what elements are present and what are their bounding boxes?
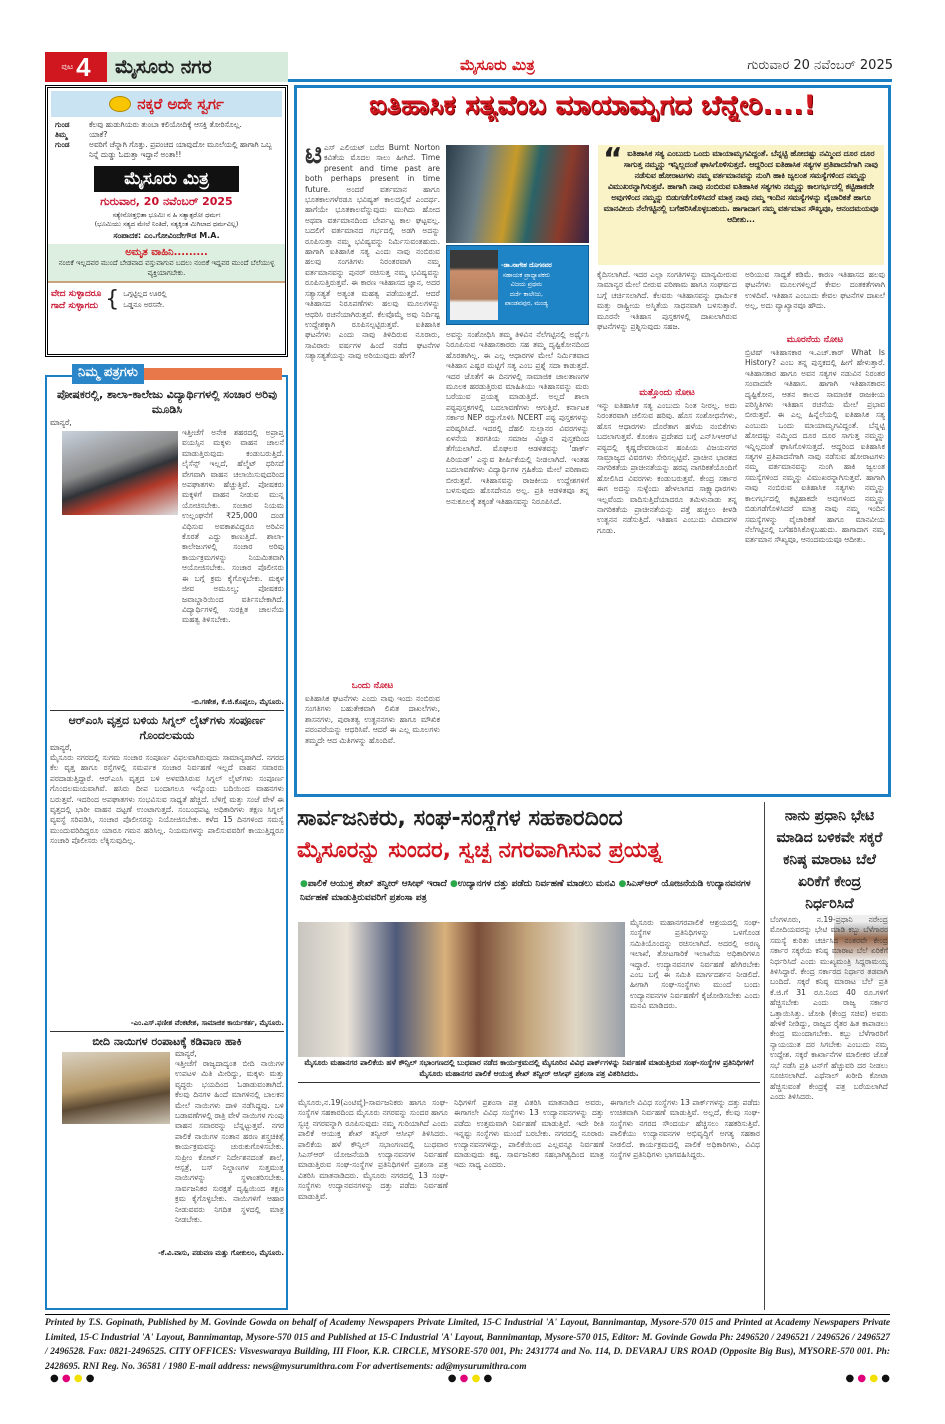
amrutha-text: ನಂಬಿಕೆ ಇಲ್ಲದವರ ಮುಂದೆ ಬೇಡವಾದ ವಸ್ತುವಾಗುವ ಬದಲು ನಂಬಿಕೆ ಇದ್ದವರ ಮುಂದೆ ಬೆಲೆಯುಳ್ಳ ವ್ಯಕ್ತಿಯಾಗಬೇಕು. bbox=[58, 259, 275, 277]
section-header bbox=[45, 52, 288, 82]
quote-text: ಐತಿಹಾಸಿಕ ಸತ್ಯ ಎಂಬುದು ಒಂದು ಮಾಯಾಮೃಗವಿದ್ದಂತೆ. ಬೆನ್ನಟ್ಟಿ ಹೋದಷ್ಟು ನಮ್ಮಿಂದ ದೂರ ದೂರ ಸಾಗುತ್ತ ನಮ್ಮನ್ನು ಇನ್ನಿಲ್ಲದಂತೆ ಘಾಸಿಗೊಳಿಸುತ್ತದೆ. ಆದ್ದರಿಂದ ಐತಿಹಾಸಿಕ ಸತ್ಯಗಳ ಪ್ರತಿಪಾದನೆಗಾಗಿ ನಾವು ನಡೆಸುವ ಹೋರಾಟಗಳು ನಮ್ಮ ವರ್ತಮಾನವನ್ನು ನುಂಗಿ ಹಾಕಿ ಜ್ವಲಂತ ಸಮಸ್ಯೆಗಳಿಂದ ನಮ್ಮನ್ನು ವಿಮುಖರನ್ನಾಗಿಸುತ್ತವೆ. ಹಾಗಾಗಿ ನಾವು ನಂಬಿರುವ ಐತಿಹಾಸಿಕ ಸತ್ಯಗಳು ನಮ್ಮನ್ನು ಕಾಲಗರ್ಭದಲ್ಲಿ ಕಟ್ಟಿಹಾಕದೇ ಅವುಗಳಿಂದ ನಮ್ಮನ್ನು ಬಿಡುಗಡೆಗೊಳಿಸಿದರೆ ಮಾತ್ರ ನಾವು ನಮ್ಮ ಇಂದಿನ ಸಮಸ್ಯೆಗಳನ್ನು ವೈಚಾರಿಕತೆ ಹಾಗೂ ಮಾನವೀಯ ನೆಲೆಗಟ್ಟಿನಲ್ಲಿ ಬಗೆಹರಿಸಿಕೊಳ್ಳಬಹುದು. ಹಾಗಾದಾಗ ನಮ್ಮ ವರ್ತಮಾನ ಸೌಖ್ಯವೂ, ಆನಂದಮಯವೂ ಆದೀತು... bbox=[603, 149, 879, 224]
letter-photo bbox=[62, 431, 178, 515]
laughing-face-icon bbox=[109, 96, 131, 112]
city-headline-2: ಮೈಸೂರನ್ನು ಸುಂದರ, ಸ್ವಚ್ಛ ನಗರವಾಗಿಸುವ ಪ್ರಯತ್ನ bbox=[297, 838, 663, 863]
column-divider bbox=[764, 802, 765, 1310]
amrutha-title: ಅಮೃತ ವಾಹಿನಿ......... bbox=[125, 247, 208, 258]
proverb-right: ಒಗ್ಗಟ್ಟಿಲ್ಲದ ಊರಲ್ಲಿ bbox=[123, 289, 167, 298]
letters-tab bbox=[72, 364, 282, 384]
amrutha-box bbox=[48, 244, 285, 283]
header-date: ಗುರುವಾರ 20 ನವೆಂಬರ್ 2025 bbox=[747, 58, 893, 73]
line: ಕೆಲವು ಹುಡುಗಿಯರು ತುಂಬಾ ಕಲಿಯೋದಿಕ್ಕೆ ಆಸಕ್ತಿ ತೋರಿಸೊಲ್ಲ. bbox=[89, 120, 242, 129]
author-title: ವಿಜಯ ಪ್ರಥಮ bbox=[510, 281, 543, 289]
proverb-left: ವೇದ ಸುಳ್ಳಾದರೂ bbox=[51, 288, 102, 299]
article-intro: ಎಸ್ ಎಲಿಯಟ್ ಬರೆದ Burnt Norton ಕವಿತೆಯ ಮೊದಲ ಸಾಲು ಹೀಗಿದೆ. Time present and time past are both perhaps present in time future. ಅಂದರೆ ವರ್ತಮಾನ ಹಾಗೂ ಭೂತಕಾಲಗಳೆರಡೂ ಭವಿಷ್ಯತ್ ಕಾಲದಲ್ಲಿವೆ ಎಂದರ್ಥ. ಹಾಗೆಯೇ ಭೂತಕಾಲವೆನ್ನುವುದು ಮುಗಿದು ಹೋದ ಅಥವಾ ವರ್ತಮಾನದಿಂದ ಬೇರ್ಪಟ್ಟ ಕಾಲ ಘಟ್ಟವಲ್ಲ. ಬದಲಿಗೆ ವರ್ತಮಾನದ ಗರ್ಭದಲ್ಲಿ ಅಡಗಿ ಅದನ್ನು ರೂಪಿಸುತ್ತಾ ನಮ್ಮ ಭವಿಷ್ಯವನ್ನು ನಿರ್ಮಿಸುವಂತಹುದು. ಹಾಗಾಗಿ ಐತಿಹಾಸಿಕ ಸತ್ಯ ಎಂದು ನಾವು ನಂಬಿರುವ ಹಲವು ಸಂಗತಿಗಳು ನಿರಂತರವಾಗಿ ನಮ್ಮ ವರ್ತಮಾನವನ್ನು ಪುನರ್ ರಚಿಸುತ್ತ ನಮ್ಮ ಭವಿಷ್ಯವನ್ನು ರೂಪಿಸುತ್ತಿರುತ್ತವೆ. ಈ ಕಾರಣ ಇತಿಹಾಸದ ಜ್ಞಾನ, ಅದರ ಸತ್ಯಾಸತ್ಯತೆ ಅತ್ಯಂತ ಮಹತ್ವ ಪಡೆಯುತ್ತದೆ. ಆದರೆ ಇತಿಹಾಸದ ನಿರೂಪಣೆಗಳು ಹಲವು ಮೂಲಗಳನ್ನು ಆಧರಿಸಿ ರಚನೆಯಾಗಿರುತ್ತವೆ. ಕೆಲವೊಮ್ಮೆ ಅವು ನಿರ್ದಿಷ್ಟ ಉದ್ದೇಶಕ್ಕಾಗಿ ರೂಪಿಸಲ್ಪಟ್ಟಿರುತ್ತವೆ. ಐತಿಹಾಸಿಕ ಘಟನೆಗಳು ಎಂದು ನಾವು ತಿಳಿದಿರುವ ನೂರಾರು, ಸಾವಿರಾರು ವರ್ಷಗಳ ಹಿಂದೆ ನಡೆದ ಘಟನೆಗಳ ಸತ್ಯಾಸತ್ಯತೆಯನ್ನು ನಾವು ಅರಿಯುವುದು ಹೇಗೆ? bbox=[305, 143, 440, 361]
line: ಯಾಕೆ? bbox=[89, 130, 108, 139]
proverb-left: ಗಾದೆ ಸುಳ್ಳಾಗದು bbox=[51, 300, 99, 311]
article-text: ಅವನ್ನು ಸಂಶೋಧಿಸಿ ತಮ್ಮ ತಿಳಿವಿನ ನೆಲೆಗಟ್ಟಿನಲ್ಲಿ ಅರ್ಥೈಸಿ ನಿರೂಪಿಸುವ ಇತಿಹಾಸಕಾರರು ಸಹ ತಮ್ಮ ದೃಷ್ಟಿಕೋನದಿಂದ ಹೊರತಾಗಿಲ್ಲ. ಈ ಎಲ್ಲ ಆಧಾರಗಳ ಮೇಲೆ ನಿರ್ಮಿತವಾದ ಇತಿಹಾಸ ಎಷ್ಟರ ಮಟ್ಟಿಗೆ ಸತ್ಯ ಎಂಬ ಪ್ರಶ್ನೆ ಸದಾ ಕಾಡುತ್ತದೆ. ಇದರ ಜೊತೆಗೆ ಈ ದಿನಗಳಲ್ಲಿ ಸಾಮಾಜಿಕ ಜಾಲತಾಣಗಳ ಮೂಲಕ ಹರಡುತ್ತಿರುವ ಮಾಹಿತಿಯು ಇತಿಹಾಸವನ್ನು ಮರು ಬರೆಯುವ ಪ್ರಯತ್ನ ಮಾಡುತ್ತಿದೆ. ಅಲ್ಲದೆ ಶಾಲಾ ಪಠ್ಯಪುಸ್ತಕಗಳಲ್ಲಿ ಬದಲಾವಣೆಗಳು ಆಗುತ್ತಿವೆ. ಕರ್ನಾಟಕ ಸರ್ಕಾರ NEP ರದ್ದುಗೊಳಿಸಿ NCERT ಪಠ್ಯ ಪುಸ್ತಕಗಳನ್ನು ಪರಿಷ್ಕರಿಸಿದೆ. ಇದರಲ್ಲಿ ದೆಹಲಿ ಸುಲ್ತಾನರ ವಿವರಗಳನ್ನು ಏಳನೆಯ ತರಗತಿಯ ಸಮಾಜ ವಿಜ್ಞಾನ ಪುಸ್ತಕದಿಂದ ತೆಗೆಯಲಾಗಿದೆ. ಮೊಘಲರ ಆಡಳಿತವನ್ನು 'ಡಾರ್ಕ್ ಪಿರಿಯಡ್' ಎನ್ನುವ ಶೀರ್ಷಿಕೆಯಲ್ಲಿ ನೀಡಲಾಗಿದೆ. ಇಂತಹ ಬದಲಾವಣೆಗಳು ವಿದ್ಯಾರ್ಥಿಗಳ ಗ್ರಹಿಕೆಯ ಮೇಲೆ ಪರಿಣಾಮ ಬೀರುತ್ತವೆ. ಇತಿಹಾಸವನ್ನು ರಾಜಕೀಯ ಉದ್ದೇಶಗಳಿಗೆ ಬಳಸುವುದು ಹೊಸದೇನೂ ಅಲ್ಲ. ಪ್ರತಿ ಆಡಳಿತವೂ ತನ್ನ ಅನುಕೂಲಕ್ಕೆ ತಕ್ಕಂತೆ ಇತಿಹಾಸವನ್ನು ನಿರೂಪಿಸಿದೆ. bbox=[446, 330, 589, 506]
masthead: ಮೈಸೂರು ಮಿತ್ರ bbox=[460, 56, 535, 74]
article-text: ಐತಿಹಾಸಿಕ ಘಟನೆಗಳು ಎಂದು ನಾವು ಇಂದು ನಂಬಿರುವ ಸಂಗತಿಗಳು ಬಹುತೇಕವಾಗಿ ಲಿಖಿತ ದಾಖಲೆಗಳು, ಶಾಸನಗಳು, ಪುರಾತತ್ವ ಉತ್ಖನನಗಳು ಹಾಗೂ ಮೌಖಿಕ ಪರಂಪರೆಯನ್ನು ಆಧರಿಸಿವೆ. ಆದರೆ ಈ ಎಲ್ಲ ಮೂಲಗಳು ತಮ್ಮದೇ ಆದ ಮಿತಿಗಳನ್ನು ಹೊಂದಿವೆ. bbox=[305, 694, 440, 745]
letters-tab-label: ನಿಮ್ಮ ಪತ್ರಗಳು bbox=[72, 364, 144, 384]
article-text: ನಿಧಿಗಳಿಗೆ ಪ್ರಶಂಸಾ ಪತ್ರ ವಿತರಿಸಿ ಮಾತನಾಡಿದ ಅವರು, ಈಗಾಗಲೇ ವಿವಿಧ ಸಂಸ್ಥೆಗಳು 13 ಉದ್ಯಾನವನಗಳನ್ನು ದತ್ತು ಪಡೆದು ಉತ್ತಮವಾಗಿ ನಿರ್ವಹಣೆ ಮಾಡುತ್ತಿವೆ. ಇದೇ ರೀತಿ ಇನ್ನಷ್ಟು ಸಂಸ್ಥೆಗಳು ಮುಂದೆ ಬರಬೇಕು. ನಗರದಲ್ಲಿ ನೂರಾರು ಉದ್ಯಾನವನಗಳಿದ್ದು, ಪಾಲಿಕೆಯಿಂದ ಎಲ್ಲವನ್ನೂ ನಿರ್ವಹಣೆ ಮಾಡುವುದು ಕಷ್ಟ. ಸಾರ್ವಜನಿಕರ ಸಹಭಾಗಿತ್ವದಿಂದ ಮಾತ್ರ ಇದು ಸಾಧ್ಯ ಎಂದರು. bbox=[454, 1098, 604, 1170]
pull-quote bbox=[598, 145, 884, 265]
letter-signature: -ಬಿ.ಗಣೇಶ, ಕೆ.ಜಿ.ಕೊಪ್ಪಲು, ಮೈಸೂರು. bbox=[191, 698, 284, 706]
editorial-box bbox=[45, 85, 288, 357]
letter-body: ಇತ್ತೀಚೆಗೆ ಅನೇಕ ಶಹರದಲ್ಲಿ ಅಪ್ರಾಪ್ತ ವಯಸ್ಸಿನ ಮಕ್ಕಳು ವಾಹನ ಚಾಲನೆ ಮಾಡುತ್ತಿರುವುದು ಕಂಡುಬರುತ್ತಿದೆ. ಲೈಸೆನ್ಸ್ ಇಲ್ಲದೆ, ಹೆಲ್ಮೆಟ್ ಧರಿಸದೆ ವೇಗವಾಗಿ ವಾಹನ ಚಲಾಯಿಸುವುದರಿಂದ ಅಪಘಾತಗಳು ಹೆಚ್ಚುತ್ತಿವೆ. ಪೋಷಕರು ಮಕ್ಕಳಿಗೆ ವಾಹನ ನೀಡುವ ಮುನ್ನ ಯೋಚಿಸಬೇಕು. ಸಂಚಾರ ನಿಯಮ ಉಲ್ಲಂಘನೆಗೆ ₹25,000 ದಂಡ ವಿಧಿಸುವ ಅವಕಾಶವಿದ್ದರೂ ಅರಿವಿನ ಕೊರತೆ ಎದ್ದು ಕಾಣುತ್ತಿದೆ. ಶಾಲಾ-ಕಾಲೇಜುಗಳಲ್ಲಿ ಸಂಚಾರ ಅರಿವು ಕಾರ್ಯಕ್ರಮಗಳನ್ನು ನಿಯಮಿತವಾಗಿ ಆಯೋಜಿಸಬೇಕು. ಸಂಚಾರ ಪೊಲೀಸರು ಈ ಬಗ್ಗೆ ಕ್ರಮ ಕೈಗೊಳ್ಳಬೇಕು. ಮಕ್ಕಳ ಜೀವ ಅಮೂಲ್ಯ; ಪೋಷಕರು ಜವಾಬ್ದಾರಿಯಿಂದ ವರ್ತಿಸಬೇಕಾಗಿದೆ. ವಿದ್ಯಾರ್ಥಿಗಳಲ್ಲಿ ಸುರಕ್ಷಿತ ಚಾಲನೆಯ ಮಹತ್ವ ತಿಳಿಸಬೇಕು. bbox=[182, 428, 284, 625]
author-title: ಪಾಂಡವಪುರ, ಮಂಡ್ಯ bbox=[504, 300, 548, 308]
author-title: ಸಹಾಯಕ ಪ್ರಾಧ್ಯಾಪಕರು bbox=[502, 271, 551, 279]
letter-title: ಆರ್‌ಎಂಸಿ ವೃತ್ತದ ಬಳಿಯ ಸಿಗ್ನಲ್ ಲೈಟ್‌ಗಳು ಸಂಪೂರ್ಣ ಗೊಂದಲಮಯ bbox=[68, 714, 266, 742]
bullet-icon: ● bbox=[300, 879, 308, 889]
bullet-icon: ● bbox=[618, 879, 627, 889]
section-title: ಮೈಸೂರು ನಗರ bbox=[115, 56, 212, 78]
article-text: ಬ್ರಿಟಿಷ್ ಇತಿಹಾಸಕಾರ ಇ.ಎಚ್.ಕಾರ್ What Is History? ಎಂಬ ತನ್ನ ಪುಸ್ತಕದಲ್ಲಿ ಹೀಗೆ ಹೇಳುತ್ತಾರೆ. ಇತಿಹಾಸಕಾರ ಹಾಗೂ ಅವನ ಸತ್ಯಗಳ ನಡುವಿನ ನಿರಂತರ ಸಂವಾದವೇ ಇತಿಹಾಸ. ಹಾಗಾಗಿ ಇತಿಹಾಸಕಾರನ ದೃಷ್ಟಿಕೋನ, ಆತನ ಕಾಲದ ಸಾಮಾಜಿಕ ರಾಜಕೀಯ ಪರಿಸ್ಥಿತಿಗಳು ಇತಿಹಾಸ ರಚನೆಯ ಮೇಲೆ ಪ್ರಭಾವ ಬೀರುತ್ತವೆ. ಈ ಎಲ್ಲ ಹಿನ್ನೆಲೆಯಲ್ಲಿ ಐತಿಹಾಸಿಕ ಸತ್ಯ ಎಂಬುದು ಒಂದು ಮಾಯಾಮೃಗವಿದ್ದಂತೆ. ಬೆನ್ನಟ್ಟಿ ಹೋದಷ್ಟು ನಮ್ಮಿಂದ ದೂರ ದೂರ ಸಾಗುತ್ತ ನಮ್ಮನ್ನು ಇನ್ನಿಲ್ಲದಂತೆ ಘಾಸಿಗೊಳಿಸುತ್ತದೆ. ಆದ್ದರಿಂದ ಐತಿಹಾಸಿಕ ಸತ್ಯಗಳ ಪ್ರತಿಪಾದನೆಗಾಗಿ ನಾವು ನಡೆಸುವ ಹೋರಾಟಗಳು ನಮ್ಮ ವರ್ತಮಾನವನ್ನು ನುಂಗಿ ಹಾಕಿ ಜ್ವಲಂತ ಸಮಸ್ಯೆಗಳಿಂದ ನಮ್ಮನ್ನು ವಿಮುಖರನ್ನಾಗಿಸುತ್ತವೆ. ಹಾಗಾಗಿ ನಾವು ನಂಬಿರುವ ಐತಿಹಾಸಿಕ ಸತ್ಯಗಳು ನಮ್ಮನ್ನು ಕಾಲಗರ್ಭದಲ್ಲಿ ಕಟ್ಟಿಹಾಕದೇ ಅವುಗಳಿಂದ ನಮ್ಮನ್ನು ಬಿಡುಗಡೆಗೊಳಿಸಿದರೆ ಮಾತ್ರ ನಾವು ನಮ್ಮ ಇಂದಿನ ಸಮಸ್ಯೆಗಳನ್ನು ವೈಚಾರಿಕತೆ ಹಾಗೂ ಮಾನವೀಯ ನೆಲೆಗಟ್ಟಿನಲ್ಲಿ ಬಗೆಹರಿಸಿಕೊಳ್ಳಬಹುದು. ಹಾಗಾದಾಗ ನಮ್ಮ ವರ್ತಮಾನ ಸೌಖ್ಯವೂ, ಆನಂದಮಯವೂ ಆದೀತು. bbox=[745, 348, 885, 545]
letter-title: ಪೋಷಕರಲ್ಲಿ, ಶಾಲಾ-ಕಾಲೇಜು ವಿದ್ಯಾರ್ಥಿಗಳಲ್ಲಿ ಸಂಚಾರ ಅರಿವು ಮೂಡಿಸಿ bbox=[56, 388, 278, 416]
author-photo bbox=[450, 250, 498, 320]
salutation: ಮಾನ್ಯರೆ, bbox=[50, 418, 72, 427]
salutation: ಮಾನ್ಯರೆ, bbox=[50, 743, 72, 752]
sidebar-headline: ನಾನು ಪ್ರಧಾನಿ ಭೇಟಿ ಮಾಡಿದ ಬಳಿಕವೇ ಸಕ್ಕರೆ ಕನಿಷ್ಠ ಮಾರಾಟ ಬೆಲೆ ಏರಿಕೆಗೆ ಕೇಂದ್ರ ನಿರ್ಧರಿಸಿದೆ bbox=[776, 808, 883, 912]
side-text: ಮೈಸೂರು ಮಹಾನಗರಪಾಲಿಕೆ ಆಶ್ರಯದಲ್ಲಿ ಸಂಘ-ಸಂಸ್ಥೆಗಳ ಪ್ರತಿನಿಧಿಗಳನ್ನು ಒಳಗೊಂಡ ಸಮಿತಿಯೊಂದನ್ನು ರಚಿಸಲಾಗಿದೆ. ಅದರಲ್ಲಿ ಅರಣ್ಯ ಇಲಾಖೆ, ತೋಟಗಾರಿಕೆ ಇಲಾಖೆಯ ಅಧಿಕಾರಿಗಳೂ ಇದ್ದಾರೆ. ಉದ್ಯಾನವನಗಳ ನಿರ್ವಹಣೆ ಹೇಗಿರಬೇಕು ಎಂಬ ಬಗ್ಗೆ ಈ ಸಮಿತಿ ಮಾರ್ಗದರ್ಶನ ನೀಡಲಿದೆ. ಹೀಗಾಗಿ ಸಂಘ-ಸಂಸ್ಥೆಗಳು ಮುಂದೆ ಬಂದು ಉದ್ಯಾನವನಗಳ ನಿರ್ವಹಣೆಗೆ ಕೈಜೋಡಿಸಬೇಕು ಎಂದು ಮನವಿ ಮಾಡಿದರು. bbox=[630, 918, 760, 1011]
letter-body: ಮೈಸೂರು ನಗರದಲ್ಲಿ ಸುಗಮ ಸಂಚಾರ ಸಂಪೂರ್ಣ ವಿಫಲವಾಗಿರುವುದು ಸಾಮಾನ್ಯವಾಗಿದೆ. ನಗರದ ಕೆಲ ವೃತ್ತ ಹಾಗೂ ರಸ್ತೆಗಳಲ್ಲಿ ಸಮರ್ಪಕ ಸಂಚಾರ ನಿರ್ವಹಣೆ ಇಲ್ಲದೆ ವಾಹನ ಸವಾರರು ಪರದಾಡುತ್ತಿದ್ದಾರೆ. ಆರ್‌ಎಂಸಿ ವೃತ್ತದ ಬಳಿ ಅಳವಡಿಸಿರುವ ಸಿಗ್ನಲ್ ಲೈಟ್‌ಗಳು ಸಂಪೂರ್ಣ ಗೊಂದಲಮಯವಾಗಿವೆ. ಹಸಿರು ದೀಪ ಬಂದಾಗಲೂ ಇನ್ನೊಂದು ಬದಿಯಿಂದ ವಾಹನಗಳು ಬರುತ್ತವೆ. ಇದರಿಂದ ಅಪಘಾತಗಳು ಸಂಭವಿಸುವ ಸಾಧ್ಯತೆ ಹೆಚ್ಚಿದೆ. ಬೆಳಿಗ್ಗೆ ಮತ್ತು ಸಂಜೆ ವೇಳೆ ಈ ವೃತ್ತದಲ್ಲಿ ಭಾರೀ ವಾಹನ ದಟ್ಟಣೆ ಉಂಟಾಗುತ್ತದೆ. ಸಂಬಂಧಪಟ್ಟ ಅಧಿಕಾರಿಗಳು ತಕ್ಷಣ ಸಿಗ್ನಲ್ ವ್ಯವಸ್ಥೆ ಸರಿಪಡಿಸಿ, ಸಂಚಾರ ಪೊಲೀಸರನ್ನು ನಿಯೋಜಿಸಬೇಕು. ಕಳೆದ 15 ದಿನಗಳಿಂದ ಸಮಸ್ಯೆ ಮುಂದುವರಿದಿದ್ದರೂ ಯಾರೂ ಗಮನ ಹರಿಸಿಲ್ಲ. ನಿಯಮಗಳನ್ನು ಪಾಲಿಸುವವರಿಗೆ ಕಾಯುತ್ತಿದ್ದರೂ ಸಂಚಾರಿ ಪೊಲೀಸರು ಲೆಕ್ಕಿಸುವುದಿಲ್ಲ. bbox=[50, 753, 284, 846]
salutation: ಮಾನ್ಯರೆ, bbox=[175, 1049, 197, 1058]
article-text: ಕೈದಿಸಲಾಗಿದೆ. ಇದರ ಎಲ್ಲಾ ಸಂಗತಿಗಳನ್ನು ಮಾನ್ಯಮೀರುವ ಸಾಮಾನ್ಯರ ಮೇಲೆ ಬೀರುವ ಪರಿಣಾಮ ಹಾಗೂ ಸಂಘರ್ಷದ ಬಗ್ಗೆ ಚರ್ಚಿಸಲಾಗಿದೆ. ಕೆಲವರು ಇತಿಹಾಸವನ್ನು ಧಾರ್ಮಿಕ ಮತ್ತು ರಾಷ್ಟ್ರೀಯ ಅಸ್ಮಿತೆಯ ಸಾಧನವಾಗಿ ಬಳಸುತ್ತಾರೆ. ಮೂರನೇ ಇತಿಹಾಸ ಪುಸ್ತಕಗಳಲ್ಲಿ ದಾಖಲಾಗಿರುವ ಘಟನೆಗಳನ್ನು ಪ್ರಶ್ನಿಸುವುದು ಸಹಜ. bbox=[597, 270, 737, 332]
highlight: ಉದ್ಯಾನಗಳ ದತ್ತು ಪಡೆದು ನಿರ್ವಹಣೆ ಮಾಡಲು ಮನವಿ bbox=[457, 879, 616, 889]
letter-signature: -ಕೆ.ವಿ.ವಾಸು, ಪಡುವಣ ಮತ್ತು ಗೋಕುಲಂ, ಮೈಸೂರು. bbox=[158, 1249, 284, 1257]
speaker: ಗುಂಡ bbox=[55, 120, 70, 129]
dogs-photo bbox=[62, 1052, 170, 1124]
article-text: ಅರಿಯುವ ಸಾಧ್ಯತೆ ಕಡಿಮೆ. ಕಾರಣ ಇತಿಹಾಸದ ಹಲವು ಘಟನೆಗಳು ಮೂಲಗಳಿಲ್ಲದೆ ಕೇವಲ ದಂತಕತೆಗಳಾಗಿ ಉಳಿದಿವೆ. ಇತಿಹಾಸ ಎಂಬುದು ಕೇವಲ ಘಟನೆಗಳ ದಾಖಲೆ ಅಲ್ಲ, ಅದು ವ್ಯಾಖ್ಯಾನವೂ ಹೌದು. bbox=[745, 270, 885, 311]
logo: ಮೈಸೂರು ಮಿತ್ರ bbox=[94, 166, 239, 192]
letter-signature: -ಎಂ.ಎಸ್.ಫಣೀಶ ವೆಂಕಟೇಶ, ಸಾಮಾಜಿಕ ಕಾರ್ಯಕರ್ತ, ಮೈಸೂರು. bbox=[130, 1019, 284, 1027]
bullet-icon: ● bbox=[449, 879, 458, 889]
feature-headline: ಐತಿಹಾಸಿಕ ಸತ್ಯವೆಂಬ ಮಾಯಾಮೃಗದ ಬೆನ್ನೇರಿ....! bbox=[369, 90, 816, 121]
subheading: ಒಂದು ನೋಟ bbox=[351, 681, 394, 691]
subheading: ಮೂರನೆಯ ನೋಟ bbox=[786, 335, 844, 345]
line: ಅವರಿಗೆ ಚೆನ್ನಾಗಿ ಗೊತ್ತು. ಪ್ರಪಂಚದ ಯಾವುದೋ ಮೂಲೆಯಲ್ಲಿ ಹಾಗಾಗಿ ಒಬ್ಬ ನಿನ್ನೆ ದುಡ್ಡು ಓದುತ್ತಾ ಇದ್ದಾನೆ ಅಂತಾ!! bbox=[89, 140, 272, 159]
page-number-badge bbox=[45, 52, 107, 82]
motto: ಸತ್ಯೇನೋತ್ತಭಿತಾ ಭೂಮಿಃ ನ ಹಿ ಸತ್ಯಾತ್ಪರೋ ಧರ್ಮಃ bbox=[112, 211, 221, 219]
author-name: -ಡಾ.ನಾಗೇಶ ದೊಗನವರ bbox=[501, 262, 552, 270]
author-title: ದರ್ಜೆ ಕಾಲೇಜು, bbox=[509, 290, 543, 298]
page-label: ಪುಟ bbox=[61, 62, 74, 71]
city-headline-1: ಸಾರ್ವಜನಿಕರು, ಸಂಘ-ಸಂಸ್ಥೆಗಳ ಸಹಕಾರದಿಂದ bbox=[297, 806, 623, 831]
proverb: ವೇದ ಸುಳ್ಳಾದರೂ ಗಾದೆ ಸುಳ್ಳಾಗದು { ಒಗ್ಗಟ್ಟಿಲ್ಲದ ಊರಲ್ಲಿ ಒಡ್ಡನೂ ಅರಸನೇ. bbox=[51, 287, 167, 312]
editor-line: ಸಂಪಾದಕ: ಎಂ.ಗೋವಿಂದೇಗೌಡ M.A. bbox=[113, 231, 220, 240]
sidebar-body: ಬೆಂಗಳೂರು, ನ.19-ಪ್ರಧಾನಿ ನರೇಂದ್ರ ಮೋದಿಯವರನ್ನು ಭೇಟಿ ಮಾಡಿ ಕಬ್ಬು ಬೆಳೆಗಾರರ ಸಮಸ್ಯೆ ಕುರಿತು ಚರ್ಚಿಸಿದ ನಂತರವೇ ಕೇಂದ್ರ ಸರ್ಕಾರ ಸಕ್ಕರೆಯ ಕನಿಷ್ಠ ಮಾರಾಟ ಬೆಲೆ ಏರಿಕೆಗೆ ನಿರ್ಧರಿಸಿದೆ ಎಂದು ಮುಖ್ಯಮಂತ್ರಿ ಸಿದ್ದರಾಮಯ್ಯ ತಿಳಿಸಿದ್ದಾರೆ. ಕೇಂದ್ರ ಸರ್ಕಾರದ ನಿರ್ಧಾರ ತಡವಾಗಿ ಬಂದಿದೆ. ಸಕ್ಕರೆ ಕನಿಷ್ಠ ಮಾರಾಟ ಬೆಲೆ ಪ್ರತಿ ಕೆ.ಜಿ.ಗೆ 31 ರೂ.ನಿಂದ 40 ರೂ.ಗಳಿಗೆ ಹೆಚ್ಚಿಸಬೇಕು ಎಂದು ರಾಜ್ಯ ಸರ್ಕಾರ ಒತ್ತಾಯಿಸಿತ್ತು. ಜೋಶಿ (ಕೇಂದ್ರ ಸಚಿವ) ಅವರು ಹೇಳಿಕೆ ನೀಡಿದ್ದು, ರಾಜ್ಯದ ರೈತರ ಹಿತ ಕಾಪಾಡಲು ಕೇಂದ್ರ ಮುಂದಾಗಬೇಕು. ಕಬ್ಬು ಬೆಳೆಗಾರರಿಗೆ ನ್ಯಾಯಯುತ ದರ ಸಿಗಬೇಕು ಎಂಬುದು ನಮ್ಮ ಉದ್ದೇಶ. ಸಕ್ಕರೆ ಕಾರ್ಖಾನೆಗಳ ಮಾಲೀಕರ ಜೊತೆ ಸಭೆ ನಡೆಸಿ ಪ್ರತಿ ಟನ್‌ಗೆ ಹೆಚ್ಚುವರಿ ದರ ನೀಡಲು ಸೂಚಿಸಲಾಗಿದೆ. ಎಥೆನಾಲ್ ಖರೀದಿ ಕೋಟಾ ಹೆಚ್ಚಿಸುವಂತೆ ಕೇಂದ್ರಕ್ಕೆ ಪತ್ರ ಬರೆಯಲಾಗಿದೆ ಎಂದು ತಿಳಿಸಿದರು. bbox=[770, 915, 888, 1101]
footer-rule bbox=[45, 1314, 890, 1315]
cmyk-dots-icon: ● ● ● ● bbox=[845, 1373, 890, 1384]
imprint: Printed by T.S. Gopinath, Published by M. Govinde Gowda on behalf of Academy Newspapers Private Limited, 15-C Industrial 'A' Layout, Bannimantap, Mysore-570 015 and Printed at Academy Newspapers Private Limited, 15-C Industrial 'A' Layout, Bannimantap, Mysore-570 015 and Published at 15-C Industrial 'A' Layout, Bannimantap, Mysore-570 015, Editor: M. Govinde Gowda Ph: 2496520 / 2496521 / 2496526 / 2496527 / 2496528. Fax: 0821-2496525. CITY OFFICES: Visveswaraya Building, III Floor, K.R. CIRCLE, MYSORE-570 001, Ph: 2431774 and No. 114, D. DEVARAJ URS ROAD (Opposite Big Bus), MYSORE-570 001. Ph: 2428695. RNI Reg. No. 36581 / 1980 E-mail address: news@mysurumithra.com For advertisements: ad@mysurumithra.com bbox=[45, 1318, 890, 1372]
drop-cap: ಟಿ bbox=[305, 143, 322, 170]
joke-title-bar bbox=[51, 91, 282, 117]
subheading: ಮತ್ತೊಂದು ನೋಟ bbox=[639, 388, 695, 398]
highlight: ಸಿಎಸ್‌ಆರ್ ಯೋಜನೆಯಡಿ ಉದ್ಯಾನವನಗಳ ನಿರ್ವಹಣೆ ಮಾಡುತ್ತಿರುವವರಿಗೆ ಪ್ರಶಂಸಾ ಪತ್ರ bbox=[300, 879, 751, 903]
header-rule bbox=[288, 79, 892, 82]
event-photo bbox=[298, 922, 625, 1057]
letter-body: ಇತ್ತೀಚೆಗೆ ರಾಜ್ಯದಾದ್ಯಂತ ಬೀದಿ ನಾಯಿಗಳ ಉಪಟಳ ಮಿತಿ ಮೀರಿದ್ದು, ಮಕ್ಕಳು ಮತ್ತು ವೃದ್ಧರು ಭಯದಿಂದ ಓಡಾಡುವಂತಾಗಿದೆ. ಕೆಲವು ದಿನಗಳ ಹಿಂದೆ ಮಾಗಳಿನಲ್ಲಿ ಬಾಲಕನ ಮೇಲೆ ನಾಯಿಗಳು ದಾಳಿ ನಡೆಸಿದ್ದವು. ಬಳಿ ಬಡಾವಣೆಗಳಲ್ಲಿ ರಾತ್ರಿ ವೇಳೆ ನಾಯಿಗಳ ಗುಂಪು ವಾಹನ ಸವಾರರನ್ನು ಬೆನ್ನಟ್ಟುತ್ತವೆ. ನಗರ ಪಾಲಿಕೆ ನಾಯಿಗಳ ಸಂತಾನ ಹರಣ ಶಸ್ತ್ರಚಿಕಿತ್ಸೆ ಕಾರ್ಯಕ್ರಮವನ್ನು ಚುರುಕುಗೊಳಿಸಬೇಕು. ಸುಪ್ರೀಂ ಕೋರ್ಟ್ ನಿರ್ದೇಶನದಂತೆ ಶಾಲೆ, ಆಸ್ಪತ್ರೆ, ಬಸ್ ನಿಲ್ದಾಣಗಳ ಸುತ್ತಮುತ್ತ ನಾಯಿಗಳನ್ನು ಸ್ಥಳಾಂತರಿಸಬೇಕು. ಸಾರ್ವಜನಿಕರ ಸುರಕ್ಷತೆ ದೃಷ್ಟಿಯಿಂದ ತಕ್ಷಣ ಕ್ರಮ ಕೈಗೊಳ್ಳಬೇಕು. ನಾಯಿಗಳಿಗೆ ಆಹಾರ ನೀಡುವವರು ನಿಗದಿತ ಸ್ಥಳದಲ್ಲಿ ಮಾತ್ರ ನೀಡಬೇಕು. bbox=[175, 1059, 284, 1225]
cmyk-dots-icon: ● ● ● ● bbox=[50, 1373, 95, 1384]
joke-title: ನಕ್ಕರೆ ಅದೇ ಸ್ವರ್ಗ bbox=[137, 95, 224, 113]
speaker: ತಿಮ್ಮ bbox=[55, 130, 68, 139]
author-box bbox=[446, 245, 589, 325]
page-number: 4 bbox=[76, 51, 91, 82]
article-text: ಈಗಾಗಲೇ ವಿವಿಧ ಸಂಸ್ಥೆಗಳು 13 ಪಾರ್ಕ್‌ಗಳನ್ನು ದತ್ತು ಪಡೆದು ಉಚಿತವಾಗಿ ನಿರ್ವಹಣೆ ಮಾಡುತ್ತಿವೆ. ಅಲ್ಲದೆ, ಕೆಲವು ಸಂಘ-ಸಂಸ್ಥೆಗಳು ನಗರದ ಸೌಂದರ್ಯ ಹೆಚ್ಚಿಸಲು ಸಹಕರಿಸುತ್ತಿವೆ. ಪಾಲಿಕೆಯು ಉದ್ಯಾನವನಗಳ ಅಭಿವೃದ್ಧಿಗೆ ಅಗತ್ಯ ಸಹಕಾರ ನೀಡಲಿದೆ. ಕಾರ್ಯಕ್ರಮದಲ್ಲಿ ಪಾಲಿಕೆ ಅಧಿಕಾರಿಗಳು, ವಿವಿಧ ಸಂಸ್ಥೆಗಳ ಪ್ರತಿನಿಧಿಗಳು ಭಾಗವಹಿಸಿದ್ದರು. bbox=[610, 1098, 760, 1160]
registration-marks bbox=[50, 1373, 890, 1384]
article-text: ಇನ್ನು ಐತಿಹಾಸಿಕ ಸತ್ಯ ಎಂಬುದು ನಿಂತ ನೀರಲ್ಲ. ಅದು ನಿರಂತರವಾಗಿ ಚಲಿಸುವ ಹರಿವು. ಹೊಸ ಸಂಶೋಧನೆಗಳು, ಹೊಸ ಆಧಾರಗಳು ದೊರೆತಾಗ ಹಳೆಯ ನಂಬಿಕೆಗಳು ಬದಲಾಗುತ್ತವೆ. ಕೊಂಕಣ ಪ್ರದೇಶದ ಬಗ್ಗೆ ಎನ್‌ಸಿಇಆರ್‌ಟಿ ಪಠ್ಯದಲ್ಲಿ ಕೃಷ್ಣದೇವರಾಯನ ಹಂಪಿಯ ವಿಜಯನಗರ ಸಾಮ್ರಾಜ್ಯದ ವಿವರಗಳು ಸೇರಿಸಲ್ಪಟ್ಟಿವೆ. ಪ್ರಾಚೀನ ಭಾರತದ ನಾಗರಿಕತೆಯ ಪ್ರಾಚೀನತೆಯನ್ನು ಹರಪ್ಪ ನಾಗರಿಕತೆಯೊಂದಿಗೆ ಹೋಲಿಸಿದ ವಿವರಗಳು ಕಂಡುಬರುತ್ತವೆ. ಕೇಂದ್ರ ಸರ್ಕಾರ ಈಗ ಅದನ್ನು ಸುಳ್ಳೆಂದು ಹೇಳಲಾಗದ ಸಾಕ್ಷ್ಯಾಧಾರಗಳು ಇಲ್ಲವೆಂದು ವಾದಿಸುತ್ತಿದೆಯಾದರೂ ತಮಿಳುನಾಡು ತನ್ನ ನಾಗರಿಕತೆಯ ಪ್ರಾಚೀನತೆಯನ್ನು ಪತ್ತೆ ಹಚ್ಚಲು ಕೀಳಡಿ ಉತ್ಖನನ ನಡೆಸುತ್ತಿದೆ. ಇತಿಹಾಸ ಎಂಬುದು ವಿವಾದಗಳ ಗೂಡು. bbox=[597, 401, 737, 535]
quote-mark-icon: “ bbox=[603, 145, 623, 177]
letter-title: ಬೀದಿ ನಾಯಿಗಳ ರಂಪಾಟಕ್ಕೆ ಕಡಿವಾಣ ಹಾಕಿ bbox=[92, 1035, 242, 1048]
motto-translation: (ಭೂಮಿಯು ಸತ್ಯದ ಮೇಲೆ ನಿಂತಿದೆ, ಸತ್ಯಕ್ಕಿಂತ ಮಿಗಿಲಾದ ಧರ್ಮವಿಲ್ಲ) bbox=[94, 220, 239, 228]
proverb-right: ಒಡ್ಡನೂ ಅರಸನೇ. bbox=[123, 300, 165, 309]
cmyk-dots-icon: ● ● ● ● bbox=[447, 1373, 493, 1384]
highlight: ಪಾಲಿಕೆ ಆಯುಕ್ತ ಶೇಖ್ ತನ್ವೀರ್ ಆಸೀಫ್ ಇರಾದೆ bbox=[307, 879, 447, 889]
masthead-date: ಗುರುವಾರ, 20 ನವೆಂಬರ್ 2025 bbox=[100, 195, 233, 208]
books-photo bbox=[446, 145, 589, 243]
article-text: ಮೈಸೂರು,ನ.19(ಎಂಟಿವೈ)-ಸಾರ್ವಜನಿಕರು ಹಾಗೂ ಸಂಘ-ಸಂಸ್ಥೆಗಳ ಸಹಕಾರದಿಂದ ಮೈಸೂರು ನಗರವನ್ನು ಸುಂದರ ಹಾಗೂ ಸ್ವಚ್ಛ ನಗರವನ್ನಾಗಿ ರೂಪಿಸುವುದು ನಮ್ಮ ಗುರಿಯಾಗಿದೆ ಎಂದು ಪಾಲಿಕೆ ಆಯುಕ್ತ ಶೇಖ್ ತನ್ವೀರ್ ಆಸೀಫ್ ತಿಳಿಸಿದರು. ಪಾಲಿಕೆಯ ಹಳೆ ಕೌನ್ಸಿಲ್ ಸಭಾಂಗಣದಲ್ಲಿ ಬುಧವಾರ ಸಿಎಸ್‌ಆರ್ ಯೋಜನೆಯಡಿ ಉದ್ಯಾನವನಗಳ ನಿರ್ವಹಣೆ ಮಾಡುತ್ತಿರುವ ಸಂಘ-ಸಂಸ್ಥೆಗಳ ಪ್ರತಿನಿಧಿಗಳಿಗೆ ಪ್ರಶಂಸಾ ಪತ್ರ ವಿತರಿಸಿ ಮಾತನಾಡಿದರು. ಮೈಸೂರು ನಗರದಲ್ಲಿ 13 ಸಂಘ-ಸಂಸ್ಥೆಗಳು ಉದ್ಯಾನವನಗಳನ್ನು ದತ್ತು ಪಡೆದು ನಿರ್ವಹಣೆ ಮಾಡುತ್ತಿವೆ. bbox=[298, 1098, 448, 1201]
photo-caption: ಮೈಸೂರು ಮಹಾನಗರ ಪಾಲಿಕೆಯ ಹಳೆ ಕೌನ್ಸಿಲ್ ಸಭಾಂಗಣದಲ್ಲಿ ಬುಧವಾರ ನಡೆದ ಕಾರ್ಯಕ್ರಮದಲ್ಲಿ ಮೈಸೂರಿನ ವಿವಿಧ ಪಾರ್ಕ್‌ಗಳನ್ನು ನಿರ್ವಹಣೆ ಮಾಡುತ್ತಿರುವ ಸಂಘ-ಸಂಸ್ಥೆಗಳ ಪ್ರತಿನಿಧಿಗಳಿಗೆ ಮೈಸೂರು ಮಹಾನಗರ ಪಾಲಿಕೆ ಆಯುಕ್ತ ಶೇಖ್ ತನ್ವೀರ್ ಆಸೀಫ್ ಪ್ರಶಂಸಾ ಪತ್ರ ವಿತರಿಸಿದರು. bbox=[298, 1058, 760, 1083]
joke-dialogue bbox=[51, 117, 282, 163]
speaker: ಗುಂಡ bbox=[55, 140, 70, 149]
highlights bbox=[300, 877, 760, 905]
